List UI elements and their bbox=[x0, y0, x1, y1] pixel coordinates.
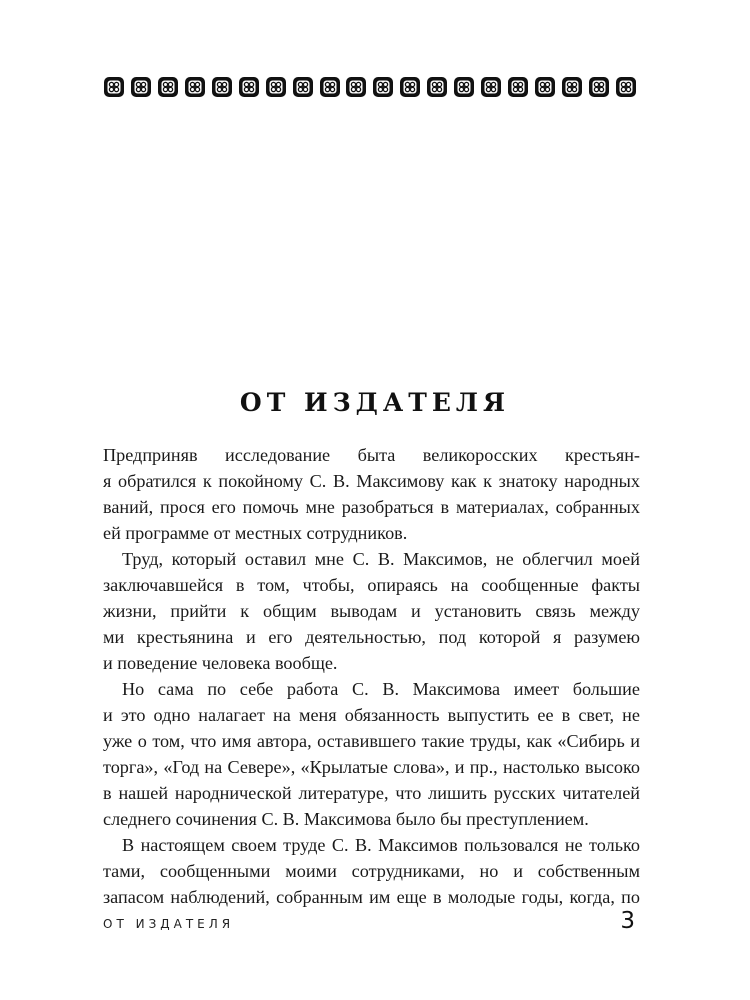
ornament-tile-icon bbox=[184, 76, 206, 98]
ornament-tile-icon bbox=[426, 76, 448, 98]
body-text bbox=[103, 442, 640, 910]
text-line: и поведение человека вообще. bbox=[103, 653, 338, 673]
ornament-tile-icon bbox=[345, 76, 367, 98]
running-title: ОТ ИЗДАТЕЛЯ bbox=[103, 917, 235, 931]
ornament-tile-icon bbox=[534, 76, 556, 98]
text-line: жизни, прийти к общим выводам и установить связь между bbox=[103, 601, 640, 621]
ornament-tile-icon bbox=[480, 76, 502, 98]
ornament-tile-icon bbox=[615, 76, 637, 98]
ornament-tile-icon bbox=[292, 76, 314, 98]
text-line: Труд, который оставил мне С. В. Максимов, не облегчил моей bbox=[122, 549, 640, 569]
text-line: торга», «Год на Севере», «Крылатые слова», и пр., настолько высоко bbox=[103, 757, 640, 777]
text-line: В настоящем своем труде С. В. Максимов пользовался не только bbox=[122, 835, 640, 855]
ornament-tile-icon bbox=[265, 76, 287, 98]
page-number: 3 bbox=[620, 908, 635, 934]
text-line: ей программе от местных сотрудников. bbox=[103, 523, 408, 543]
text-line: Но сама по себе работа С. В. Максимова имеет большие bbox=[122, 679, 640, 699]
text-line: ми крестьянина и его деятельностью, под которой я разумею bbox=[103, 627, 640, 647]
ornament-tile-icon bbox=[157, 76, 179, 98]
ornament-tile-icon bbox=[561, 76, 583, 98]
text-line: запасом наблюдений, собранным им еще в молодые годы, когда, по bbox=[103, 887, 640, 907]
text-line: я обратился к покойному С. В. Максимову как к знатоку народных bbox=[103, 471, 640, 491]
ornament-tile-icon bbox=[319, 76, 341, 98]
text-line: и это одно налагает на меня обязанность выпустить ее в свет, не bbox=[103, 705, 640, 725]
text-line: тами, сообщенными моими сотрудниками, но и собственным bbox=[103, 861, 640, 881]
ornament-tile-icon bbox=[130, 76, 152, 98]
ornament-tile-icon bbox=[507, 76, 529, 98]
text-line: заключавшейся в том, чтобы, опираясь на сообщенные факты bbox=[103, 575, 640, 595]
ornament-tile-icon bbox=[211, 76, 233, 98]
ornament-tile-icon bbox=[453, 76, 475, 98]
ornament-tile-icon bbox=[588, 76, 610, 98]
text-line: в нашей народнической литературе, что лишить русских читателей bbox=[103, 783, 640, 803]
text-line: ваний, прося его помочь мне разобраться в материалах, собранных bbox=[103, 497, 640, 517]
text-line: Предприняв исследование быта великоросских крестьян- bbox=[103, 445, 640, 465]
text-line: уже о том, что имя автора, оставившего такие труды, как «Сибирь и bbox=[103, 731, 640, 751]
ornament-tile-icon bbox=[399, 76, 421, 98]
text-line: следнего сочинения С. В. Максимова было бы преступлением. bbox=[103, 809, 589, 829]
chapter-title: ОТ ИЗДАТЕЛЯ bbox=[239, 388, 511, 417]
decorative-border bbox=[103, 72, 637, 102]
ornament-tile-icon bbox=[103, 76, 125, 98]
ornament-tile-icon bbox=[238, 76, 260, 98]
ornament-tile-icon bbox=[372, 76, 394, 98]
